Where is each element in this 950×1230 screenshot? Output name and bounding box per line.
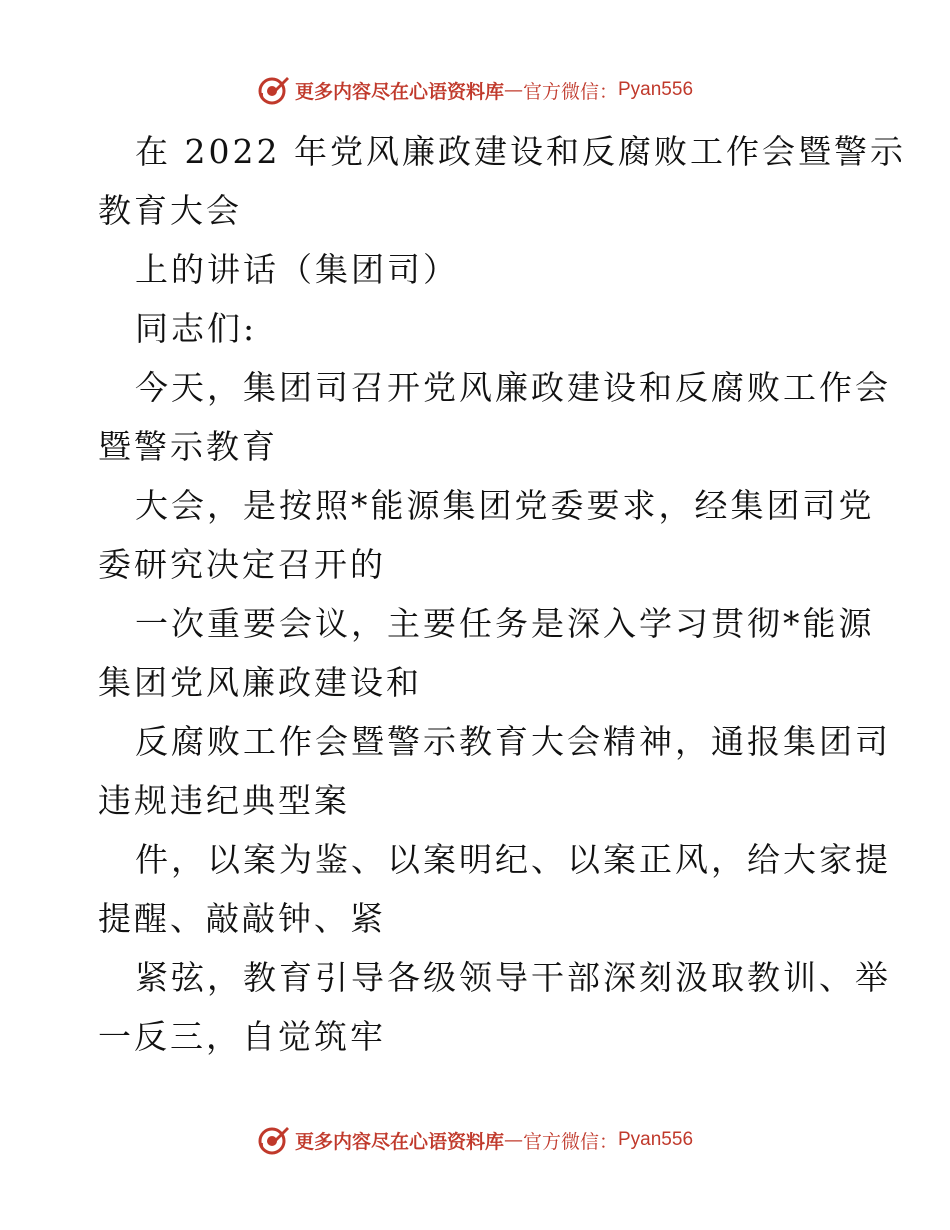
text-line: 反腐败工作会暨警示教育大会精神，通报集团司 <box>135 722 891 761</box>
pen-logo-icon <box>257 1123 291 1157</box>
text-line: 大会，是按照*能源集团党委要求，经集团司党 <box>135 486 875 525</box>
pen-logo-icon <box>257 73 291 107</box>
header-watermark-banner <box>0 70 950 110</box>
banner-sub-text: 官方微信： <box>522 80 618 103</box>
banner-dash: — <box>503 1129 523 1151</box>
text-line: 一次重要会议，主要任务是深入学习贯彻*能源 <box>135 604 875 643</box>
banner-main-text: 更多内容尽在心语资料库 <box>294 80 504 103</box>
text-line: 今天，集团司召开党风廉政建设和反腐败工作会 <box>135 368 891 407</box>
text-line: 提醒、敲敲钟、紧 <box>98 899 386 938</box>
banner-wechat-id: Pyan556 <box>618 79 694 100</box>
text-line: 上的讲话（集团司） <box>135 250 459 289</box>
text-line: 教育大会 <box>98 191 242 230</box>
text-line: 委研究决定召开的 <box>98 545 386 584</box>
banner-dash: — <box>503 79 523 101</box>
document-body <box>0 122 950 1066</box>
banner-main-text: 更多内容尽在心语资料库 <box>294 1130 504 1153</box>
text-line: 集团党风廉政建设和 <box>98 663 422 702</box>
text-line: 暨警示教育 <box>98 427 278 466</box>
text-line: 同志们: <box>135 309 258 348</box>
text-line: 紧弦，教育引导各级领导干部深刻汲取教训、举 <box>135 958 891 997</box>
banner-wechat-id: Pyan556 <box>618 1129 694 1150</box>
text-line: 一反三，自觉筑牢 <box>98 1017 386 1056</box>
text-line: 违规违纪典型案 <box>98 781 350 820</box>
banner-sub-text: 官方微信： <box>522 1130 618 1153</box>
text-line: 在 2022 年党风廉政建设和反腐败工作会暨警示 <box>135 132 906 171</box>
text-line: 件，以案为鉴、以案明纪、以案正风，给大家提 <box>135 840 891 879</box>
footer-watermark-banner <box>0 1120 950 1160</box>
